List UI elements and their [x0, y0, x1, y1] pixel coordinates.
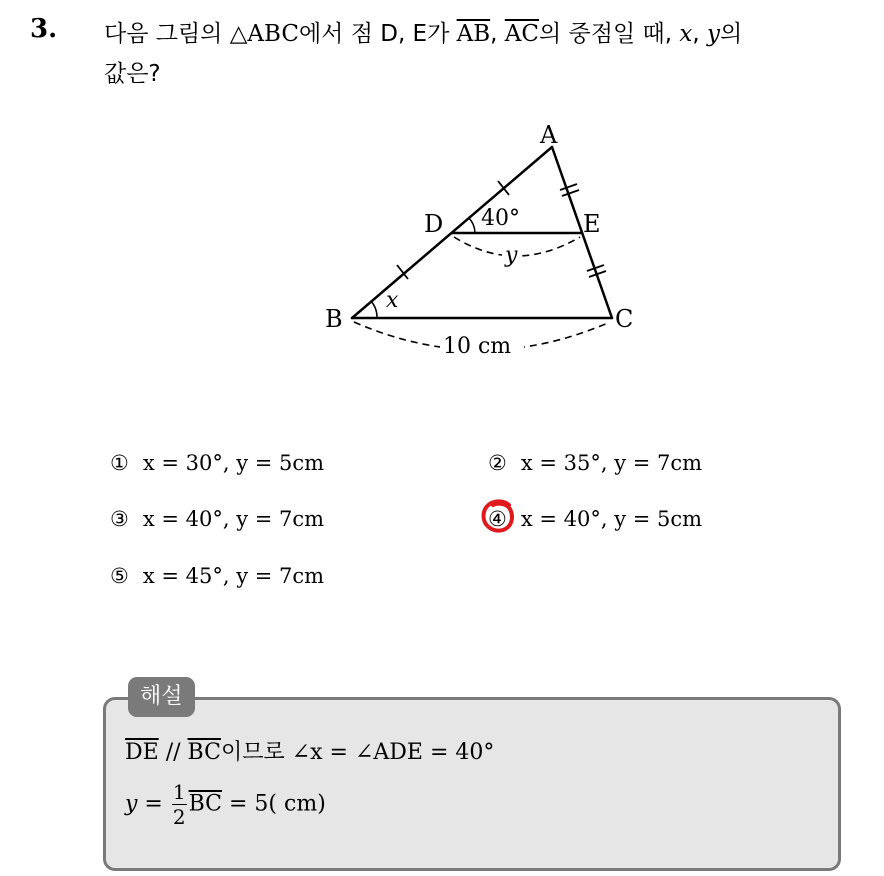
choice-3[interactable] [110, 507, 324, 531]
question-text-part: 에서 점 D, E가 [298, 21, 457, 47]
label-d: D [424, 210, 444, 238]
choice-text: x = 35°, y = 7cm [520, 451, 703, 475]
fraction-one-half [172, 780, 187, 829]
answer-circle-mark [479, 497, 517, 535]
label-a: A [540, 121, 558, 149]
choice-number: ③ [110, 507, 129, 531]
solution-y-equals: y = [125, 791, 170, 817]
solution-label: 해설 [128, 677, 195, 717]
angle-arc-d [469, 218, 475, 233]
parallel-symbol: // [158, 740, 188, 765]
fraction-denominator: 2 [172, 805, 186, 829]
choice-text: x = 30°, y = 5cm [142, 451, 325, 475]
segment-ab: $\overline{AB}$ [456, 21, 491, 47]
choice-2[interactable] [488, 451, 702, 475]
question-text-part: 다음 그림의 [104, 21, 230, 47]
choice-number: ④ [488, 507, 507, 531]
length-bc-label: 10 cm [443, 334, 512, 359]
label-e: E [583, 210, 601, 238]
choice-5[interactable] [110, 564, 324, 588]
variable-y: y [706, 21, 720, 47]
triangle-figure [300, 105, 660, 375]
choice-number: ② [488, 451, 507, 475]
segment-bc: $\overline{BC}$ [187, 740, 221, 765]
solution-korean-text: 이므로 [220, 740, 285, 765]
choice-text: x = 45°, y = 7cm [142, 564, 325, 588]
label-b: B [325, 305, 343, 333]
variable-x: x [679, 21, 693, 47]
question-text-part: 의 중점일 때, [538, 21, 680, 47]
choice-text: x = 40°, y = 7cm [142, 507, 325, 531]
triangle-abc: △ABC [229, 21, 299, 47]
segment-ac: $\overline{AC}$ [504, 21, 539, 47]
question-text-part: 의 [719, 21, 743, 47]
question-text [104, 14, 864, 94]
label-c: C [615, 305, 634, 333]
angle-d-value: 40° [481, 206, 520, 231]
length-y-label: y [505, 243, 518, 268]
choice-text: x = 40°, y = 5cm [520, 507, 703, 531]
solution-angle-equation: ∠x = ∠ADE = 40° [284, 740, 495, 765]
question-text-part: 값은? [104, 61, 161, 87]
segment-de: $\overline{DE}$ [125, 740, 159, 765]
question-number: 3. [30, 14, 58, 44]
angle-x-label: x [386, 288, 399, 313]
solution-result: = 5( cm) [222, 791, 326, 817]
separator: , [490, 21, 505, 47]
choice-number: ① [110, 451, 129, 475]
solution-line-1 [125, 735, 494, 766]
choice-1[interactable] [110, 451, 324, 475]
segment-bc: $\overline{BC}$ [188, 791, 223, 817]
angle-arc-b [371, 301, 377, 318]
choice-4[interactable] [488, 507, 702, 531]
solution-line-2 [125, 780, 326, 840]
fraction-numerator: 1 [172, 780, 186, 804]
separator: , [692, 21, 707, 47]
choice-number: ⑤ [110, 564, 129, 588]
